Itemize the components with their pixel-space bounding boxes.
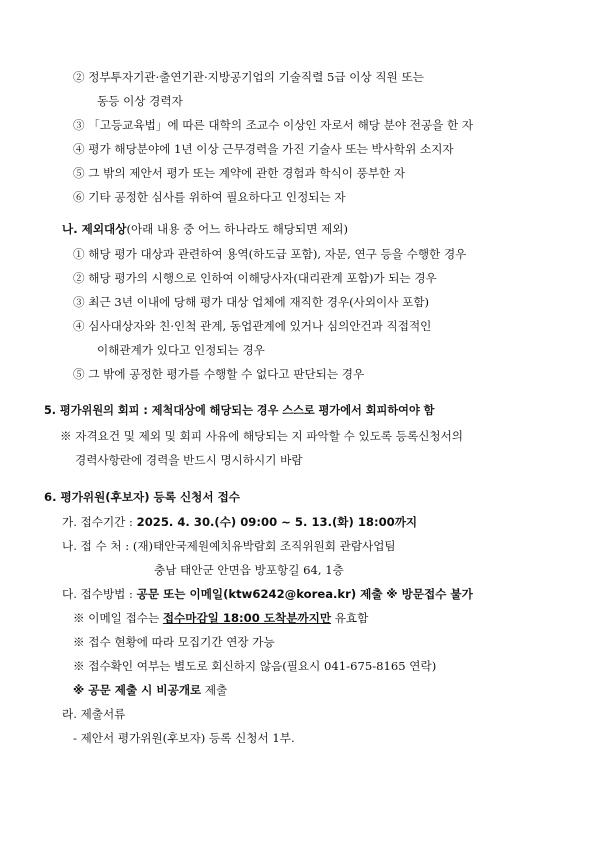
exclusion-item-4-line1: ④ 심사대상자와 친·인척 관계, 동업관계에 있거나 심의안건과 직접적인 bbox=[73, 319, 432, 333]
section-5-heading: 5. 평가위원의 회피 : 제척대상에 해당되는 경우 스스로 평가에서 회피하여야 함 bbox=[44, 404, 435, 417]
exclusion-item-4-line2: 이해관계가 있다고 인정되는 경우 bbox=[97, 343, 265, 357]
section-5-note-line2: 경력사항란에 경력을 반드시 명시하시기 바람 bbox=[75, 453, 303, 467]
receipt-method-value: 공문 또는 이메일(ktw6242@korea.kr) 제출 bbox=[136, 587, 383, 601]
submission-documents-label: 라. 제출서류 bbox=[62, 707, 126, 721]
receipt-place-value: (재)태안국제원예치유박람회 조직위원회 관람사업팀 bbox=[132, 539, 396, 553]
receipt-method-label: 다. 접수방법 : bbox=[62, 587, 137, 601]
confirmation-note: ※ 접수확인 여부는 별도로 회신하지 않음(필요시 041-675-8165 연락) bbox=[73, 659, 437, 673]
section-5-note-line1: ※ 자격요건 및 제외 및 회피 사유에 해당되는 지 파악할 수 있도록 등록신청서의 bbox=[60, 429, 464, 443]
exclusion-item-5: ⑤ 그 밖에 공정한 평가를 수행할 수 없다고 판단되는 경우 bbox=[73, 367, 365, 381]
exclusion-item-1: ① 해당 평가 대상과 관련하여 용역(하도급 포함), 자문, 연구 등을 수행한 경우 bbox=[73, 247, 467, 261]
submission-document-item: - 제안서 평가위원(후보자) 등록 신청서 1부. bbox=[73, 731, 295, 745]
exclusion-heading bbox=[62, 221, 348, 237]
email-deadline-emphasis: 접수마감일 18:00 도착분까지만 bbox=[162, 611, 332, 625]
receipt-place bbox=[62, 538, 396, 554]
qualification-item-4: ④ 평가 해당분야에 1년 이상 근무경력을 가진 기술사 또는 박사학위 소지자 bbox=[73, 142, 454, 156]
extension-note: ※ 접수 현황에 따라 모집기간 연장 가능 bbox=[73, 635, 275, 649]
private-submission-emphasis: ※ 공문 제출 시 비공개로 bbox=[73, 683, 202, 697]
receipt-period-label: 가. 접수기간 : bbox=[62, 515, 137, 529]
receipt-place-label: 나. 접 수 처 : bbox=[62, 539, 133, 553]
email-deadline-note-post: 유효함 bbox=[331, 611, 369, 625]
exclusion-heading-label: 나. 제외대상 bbox=[62, 222, 127, 236]
receipt-method bbox=[62, 586, 473, 602]
exclusion-heading-note: (아래 내용 중 어느 하나라도 해당되면 제외) bbox=[126, 222, 349, 236]
email-deadline-note-pre: ※ 이메일 접수는 bbox=[73, 611, 163, 625]
receipt-address: 충남 태안군 안면읍 방포항길 64, 1층 bbox=[154, 563, 344, 577]
qualification-item-5: ⑤ 그 밖의 제안서 평가 또는 계약에 관한 경험과 학식이 풍부한 자 bbox=[73, 166, 406, 180]
section-6-heading: 6. 평가위원(후보자) 등록 신청서 접수 bbox=[44, 490, 241, 504]
receipt-period-value: 2025. 4. 30.(수) 09:00 ~ 5. 13.(화) 18:00까지 bbox=[136, 515, 418, 529]
qualification-item-2-line1: ② 정부투자기관·출연기관·지방공기업의 기술직렬 5급 이상 직원 또는 bbox=[73, 70, 424, 84]
no-visit-note: ※ 방문접수 불가 bbox=[386, 587, 473, 601]
email-deadline-note bbox=[73, 610, 368, 626]
qualification-item-3: ③ 「고등교육법」에 따른 대학의 조교수 이상인 자로서 해당 분야 전공을 한 자 bbox=[73, 118, 474, 132]
exclusion-item-2: ② 해당 평가의 시행으로 인하여 이해당사자(대리관계 포함)가 되는 경우 bbox=[73, 271, 437, 285]
exclusion-item-3: ③ 최근 3년 이내에 당해 평가 대상 업체에 재직한 경우(사외이사 포함) bbox=[73, 295, 430, 309]
qualification-item-2-line2: 동등 이상 경력자 bbox=[97, 94, 183, 108]
private-submission-post: 제출 bbox=[201, 683, 228, 697]
receipt-period bbox=[62, 514, 417, 530]
qualification-item-6: ⑥ 기타 공정한 심사를 위하여 필요하다고 인정되는 자 bbox=[73, 190, 346, 204]
private-submission-note bbox=[73, 682, 227, 698]
